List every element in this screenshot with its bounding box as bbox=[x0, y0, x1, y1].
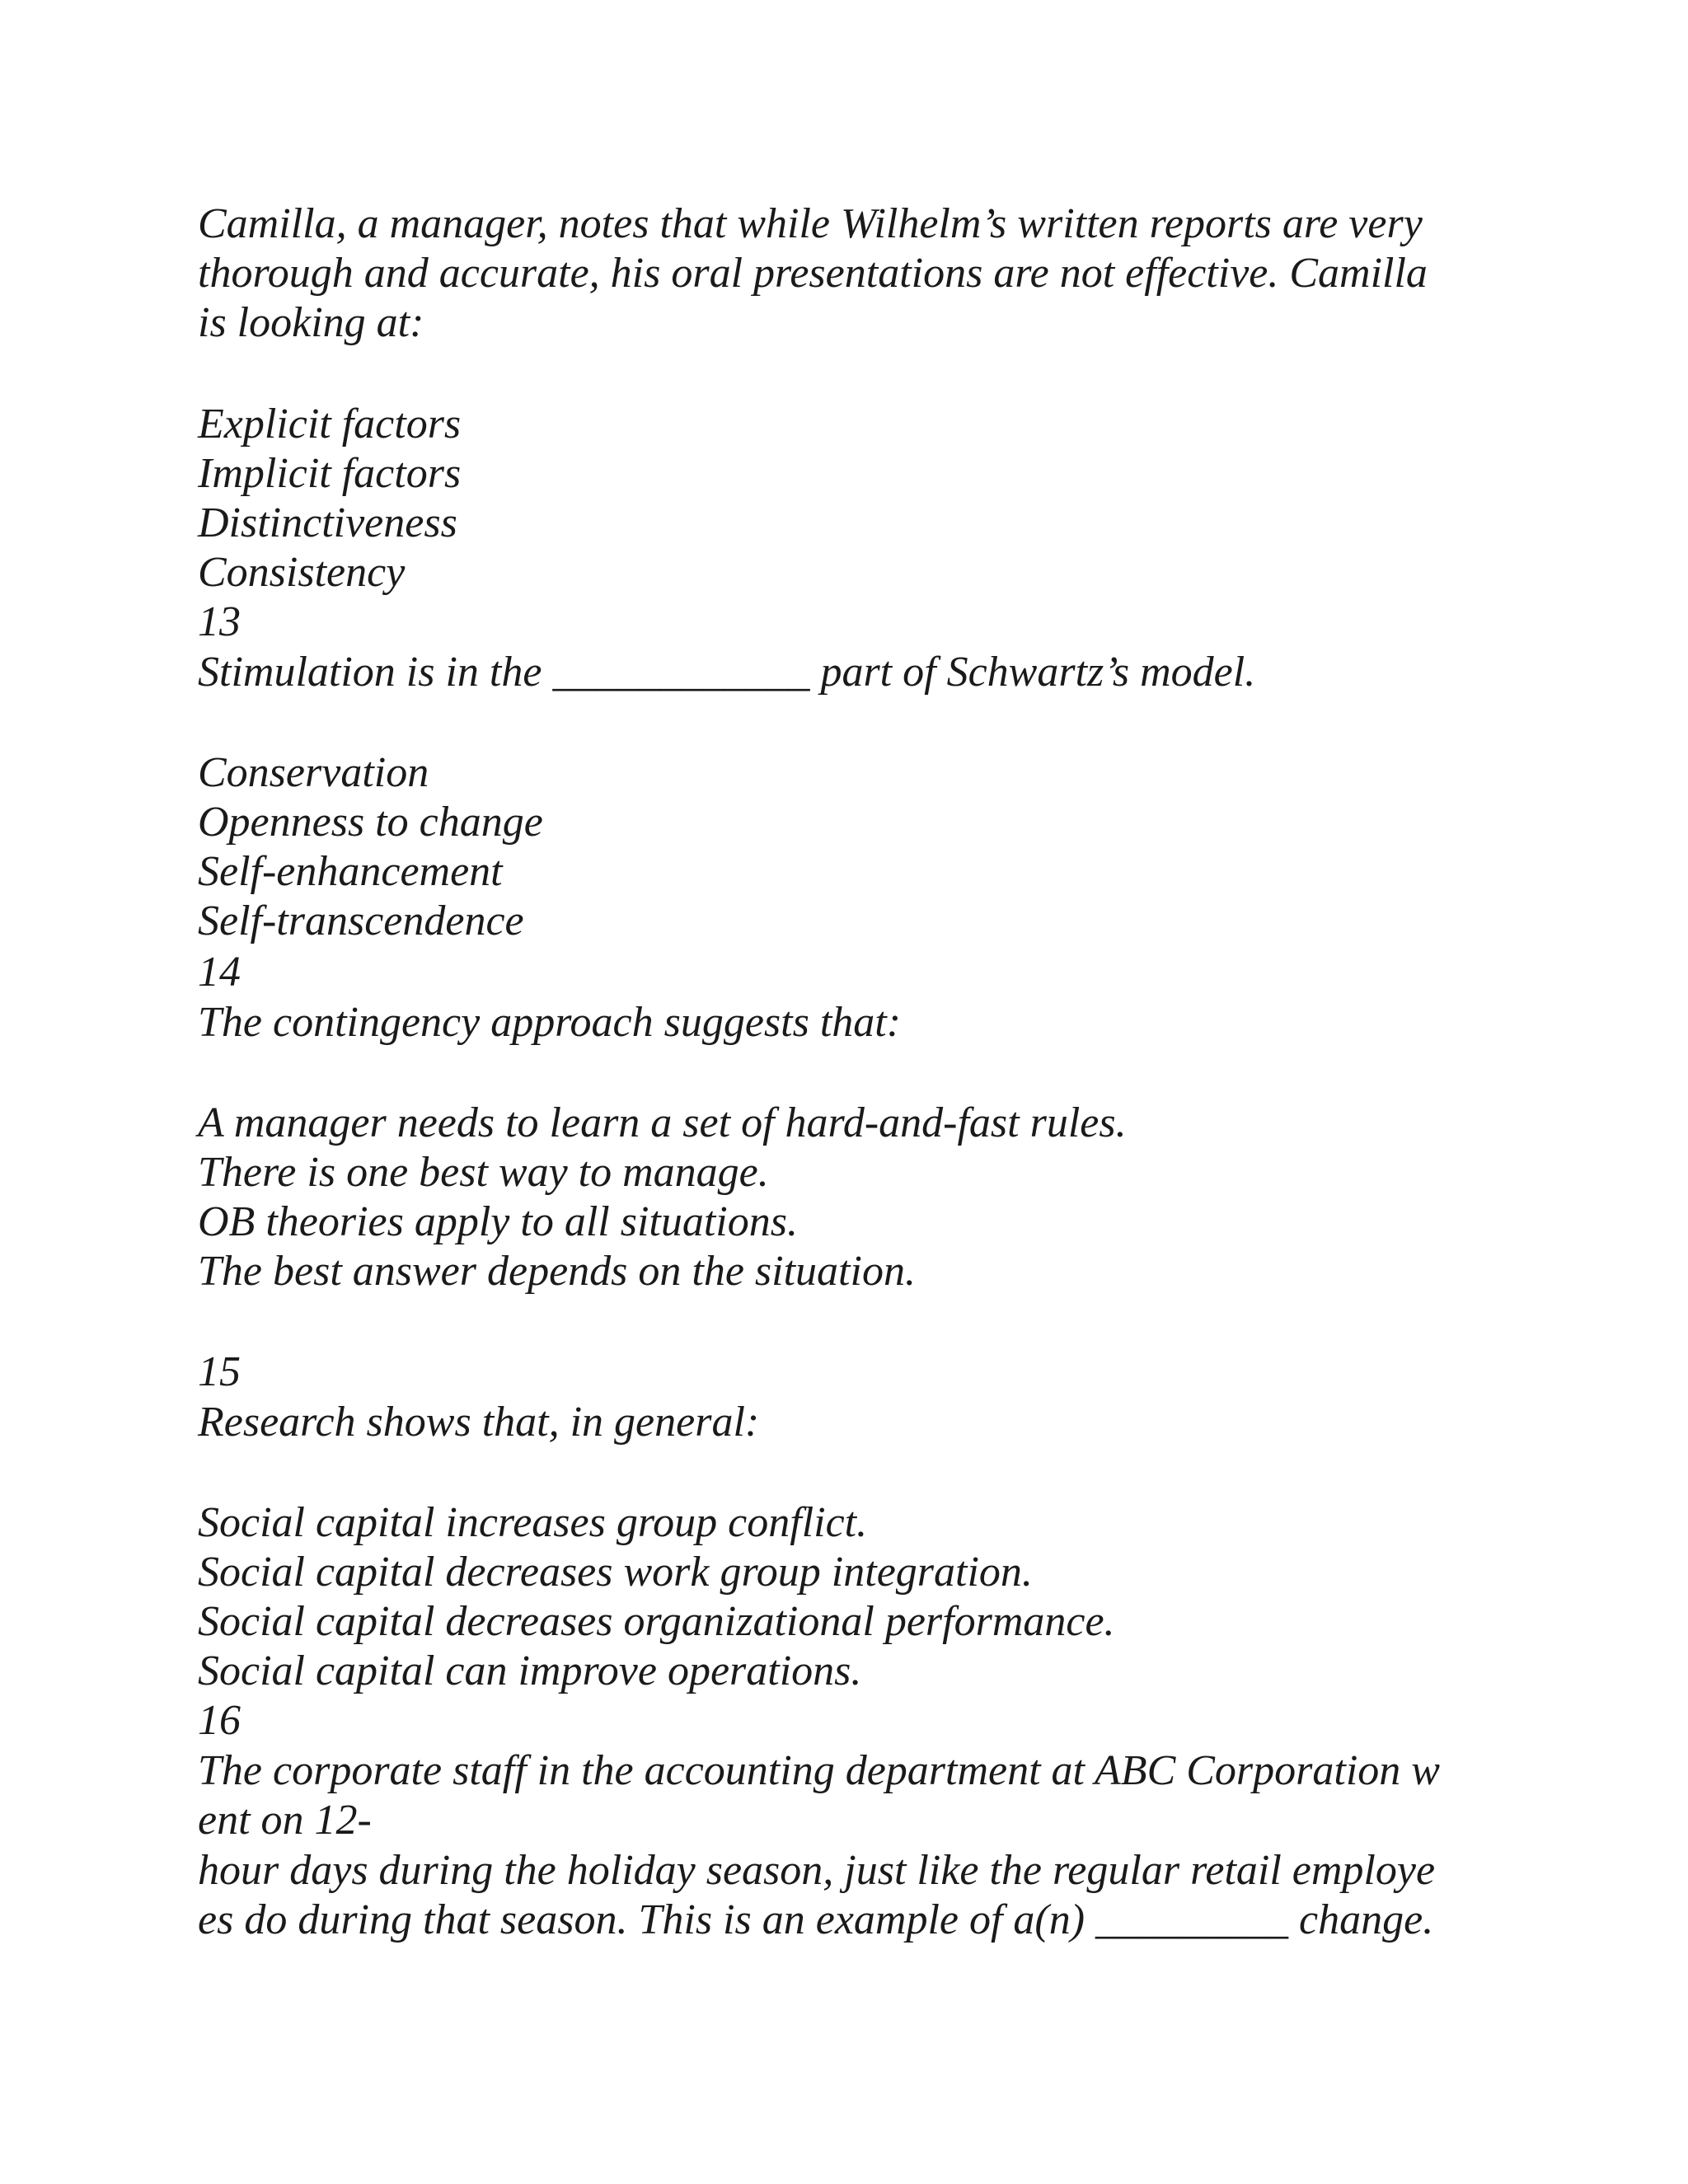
q15-option-4: Social capital can improve operations. bbox=[198, 1647, 862, 1694]
q16-number: 16 bbox=[198, 1697, 241, 1744]
q14-option-1: A manager needs to learn a set of hard-and-fast rules. bbox=[198, 1099, 1127, 1146]
q16-stem-line-4: es do during that season. This is an example of a(n) _________ change. bbox=[198, 1896, 1434, 1943]
q12-option-2: Implicit factors bbox=[198, 450, 462, 497]
q14-option-3: OB theories apply to all situations. bbox=[198, 1198, 798, 1245]
q13-option-2: Openness to change bbox=[198, 799, 543, 846]
q12-option-1: Explicit factors bbox=[198, 401, 462, 448]
q13-option-3: Self-enhancement bbox=[198, 848, 503, 895]
q12-stem-line-1: Camilla, a manager, notes that while Wilhelm’s written reports are very bbox=[198, 200, 1423, 247]
q14-option-2: There is one best way to manage. bbox=[198, 1149, 769, 1196]
q16-stem-line-1: The corporate staff in the accounting department at ABC Corporation w bbox=[198, 1747, 1440, 1794]
q15-option-1: Social capital increases group conflict. bbox=[198, 1499, 868, 1546]
q13-stem: Stimulation is in the ____________ part of Schwartz’s model. bbox=[198, 649, 1256, 696]
q13-option-4: Self-transcendence bbox=[198, 898, 524, 944]
q12-stem-line-2: thorough and accurate, his oral presentations are not effective. Camilla bbox=[198, 250, 1428, 297]
q16-stem-line-3: hour days during the holiday season, just like the regular retail employe bbox=[198, 1847, 1436, 1894]
q14-stem: The contingency approach suggests that: bbox=[198, 999, 902, 1046]
q13-option-1: Conservation bbox=[198, 749, 429, 796]
q15-option-3: Social capital decreases organizational performance. bbox=[198, 1598, 1115, 1645]
q14-number: 14 bbox=[198, 949, 241, 996]
q12-option-4: Consistency bbox=[198, 549, 406, 596]
q12-stem-line-3: is looking at: bbox=[198, 299, 424, 346]
q16-stem-line-2: ent on 12- bbox=[198, 1797, 372, 1844]
q14-option-4: The best answer depends on the situation. bbox=[198, 1248, 916, 1295]
q12-option-3: Distinctiveness bbox=[198, 499, 457, 546]
q15-number: 15 bbox=[198, 1348, 241, 1395]
q13-number: 13 bbox=[198, 598, 241, 645]
q15-stem: Research shows that, in general: bbox=[198, 1399, 760, 1446]
q15-option-2: Social capital decreases work group integration. bbox=[198, 1549, 1033, 1596]
